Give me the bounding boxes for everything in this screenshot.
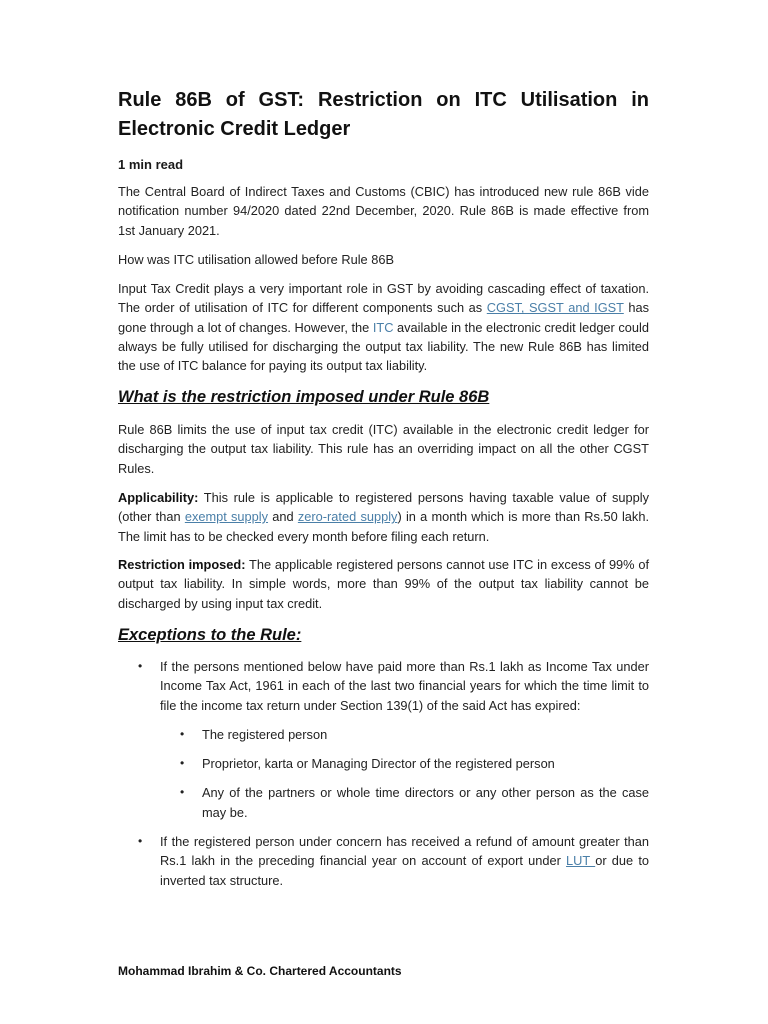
itc-link[interactable]: ITC <box>372 319 394 335</box>
applicability-label: Applicability: <box>118 490 199 505</box>
section-heading-exceptions: Exceptions to the Rule: <box>118 626 302 644</box>
sub-list <box>160 725 649 822</box>
applicability-paragraph: Applicability: This rule is applicable to registered persons having taxable value of supply (other than exempt supply and zero-rated supply) in a month which is more than Rs.50 lakh. The limit has to be checked every month before filing each return. <box>118 490 649 544</box>
list-item: • If the registered person under concern has received a refund of amount greater than Rs.1 lakh in the preceding financial year on account of export under LUT or due to inverted tax structure. <box>118 832 649 890</box>
intro-paragraph: The Central Board of Indirect Taxes and Customs (CBIC) has introduced new rule 86B vide notification number 94/2020 dated 22nd December, 2020. Rule 86B is made effective from 1st January 2021. <box>118 184 649 238</box>
exempt-supply-link[interactable]: exempt supply <box>184 509 269 525</box>
itc-paragraph: Input Tax Credit plays a very important role in GST by avoiding cascading effect of taxation. The order of utilisation of ITC for different components such as CGST, SGST and IGST has gone through a lot of changes. However, the ITC available in the electronic credit ledger could always be fully utilised for discharging the output tax liability. The new Rule 86B has limited the use of ITC balance for paying its output tax liability. <box>118 281 649 374</box>
list-item: • Any of the partners or whole time directors or any other person as the case may be. <box>160 783 649 822</box>
zero-rated-supply-link[interactable]: zero-rated supply <box>297 509 398 525</box>
list-item: • If the persons mentioned below have paid more than Rs.1 lakh as Income Tax under Income Tax Act, 1961 in each of the last two financial years for which the time limit to file the income tax return under Section 139(1) of the said Act has expired: • The registered person • Proprietor, karta or Managing Director of the registered person • Any of the partners or whole time directors or any other person as the case may be. <box>118 657 649 822</box>
restriction-label: Restriction imposed: <box>118 557 246 572</box>
restriction-paragraph: Restriction imposed: The applicable registered persons cannot use ITC in excess of 99% of output tax liability. In simple words, more than 99% of the output tax liability cannot be discharged by using input tax credit. <box>118 557 649 611</box>
exceptions-list <box>118 657 649 890</box>
page-title: Rule 86B of GST: Restriction on ITC Utilisation in Electronic Credit Ledger <box>118 89 649 140</box>
question-line: How was ITC utilisation allowed before Rule 86B <box>118 252 394 267</box>
list-item: • The registered person <box>160 725 649 744</box>
restriction-intro-paragraph: Rule 86B limits the use of input tax credit (ITC) available in the electronic credit ledger for discharging the output tax liability. This rule has an overriding impact on all the other CGST Rules. <box>118 422 649 476</box>
section-heading-restriction: What is the restriction imposed under Rule 86B <box>118 388 490 406</box>
list-item: • Proprietor, karta or Managing Director of the registered person <box>160 754 649 773</box>
footer-firm-name: Mohammad Ibrahim & Co. Chartered Accountants <box>118 964 402 978</box>
cgst-sgst-igst-link[interactable]: CGST, SGST and IGST <box>486 300 624 316</box>
lut-link[interactable]: LUT <box>566 853 596 869</box>
read-time: 1 min read <box>118 157 184 172</box>
